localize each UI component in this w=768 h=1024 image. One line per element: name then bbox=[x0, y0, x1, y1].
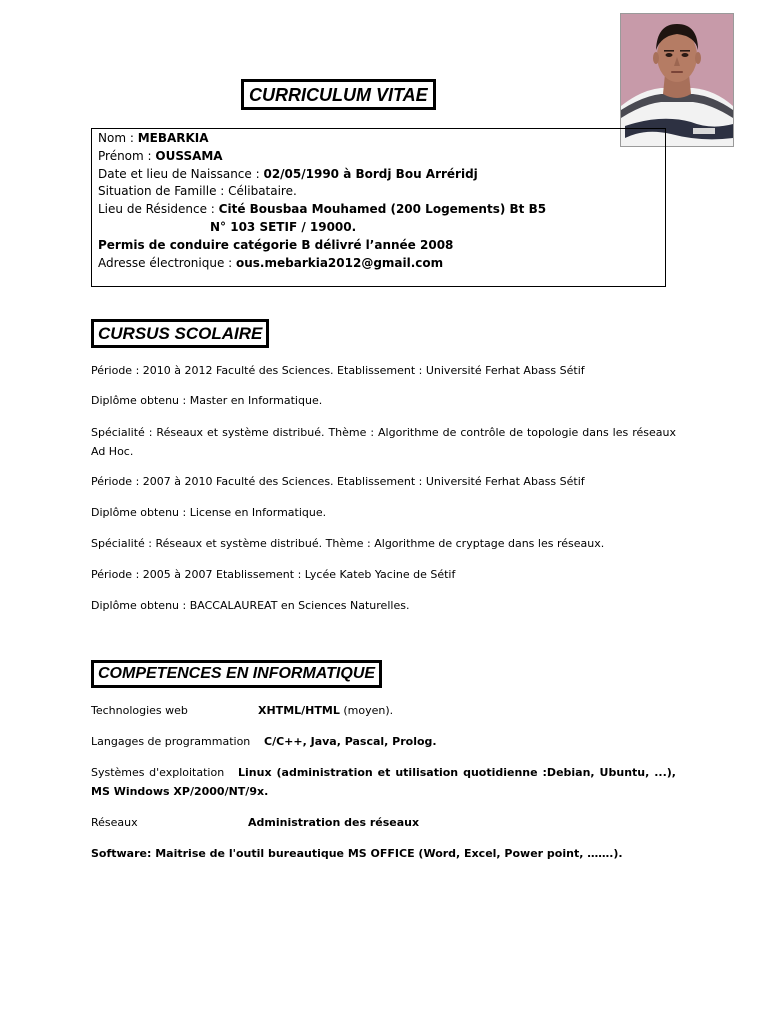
prenom-label: Prénom : bbox=[98, 148, 156, 163]
item-value: 2010 à 2012 Faculté des Sciences. Etablissement : Université Ferhat Abass Sétif bbox=[142, 364, 585, 377]
permis-line: Permis de conduire catégorie B délivré l’année 2008 bbox=[98, 237, 454, 252]
lang-label: Langages de programmation bbox=[91, 735, 251, 748]
family-line bbox=[98, 183, 665, 201]
nom-value: MEBARKIA bbox=[137, 131, 209, 145]
cursus-item bbox=[91, 503, 676, 522]
net-label: Réseaux bbox=[91, 816, 138, 829]
family-label: Situation de Famille : bbox=[98, 184, 229, 199]
item-value: Master en Informatique. bbox=[189, 394, 323, 407]
birth-label: Date et lieu de Naissance : bbox=[98, 166, 264, 181]
email-label: Adresse électronique : bbox=[98, 255, 236, 270]
lang-line bbox=[91, 732, 676, 751]
residence-line-2: N° 103 SETIF / 19000. bbox=[210, 219, 357, 234]
cursus-item bbox=[91, 391, 676, 410]
nom-label: Nom : bbox=[98, 131, 138, 145]
item-label: Diplôme obtenu : bbox=[91, 506, 190, 519]
os-value: Linux (administration et utilisation quotidienne :Debian, Ubuntu, ...), MS Windows XP/2000/NT/9x. bbox=[91, 766, 676, 798]
item-value: Réseaux et système distribué. Thème : Algorithme de contrôle de topologie dans les réseaux Ad Hoc. bbox=[91, 426, 676, 458]
cursus-item bbox=[91, 565, 676, 584]
residence-line bbox=[98, 201, 665, 219]
competences-heading: COMPETENCES EN INFORMATIQUE bbox=[91, 660, 382, 688]
item-value: 2005 à 2007 Etablissement : Lycée Kateb Yacine de Sétif bbox=[142, 568, 456, 581]
cursus-item bbox=[91, 596, 676, 615]
net-line bbox=[91, 813, 676, 832]
software-line: Software: Maitrise de l'outil bureautique MS OFFICE (Word, Excel, Power point, …….). bbox=[91, 847, 623, 860]
net-value: Administration des réseaux bbox=[248, 816, 420, 829]
cursus-heading: CURSUS SCOLAIRE bbox=[91, 319, 269, 348]
os-label: Systèmes d'exploitation bbox=[91, 766, 225, 779]
item-label: Période : bbox=[91, 475, 143, 488]
family-value: Célibataire. bbox=[228, 184, 297, 199]
birth-value: 02/05/1990 à Bordj Bou Arréridj bbox=[263, 166, 478, 181]
nom-line bbox=[98, 130, 665, 148]
item-label: Spécialité : bbox=[91, 426, 157, 439]
email-line bbox=[98, 255, 665, 273]
birth-line bbox=[98, 166, 665, 184]
item-value: License en Informatique. bbox=[189, 506, 327, 519]
item-label: Diplôme obtenu : bbox=[91, 599, 190, 612]
item-label: Diplôme obtenu : bbox=[91, 394, 190, 407]
portrait-photo bbox=[620, 13, 734, 147]
item-value: BACCALAUREAT en Sciences Naturelles. bbox=[189, 599, 410, 612]
prenom-line bbox=[98, 148, 665, 166]
cursus-item bbox=[91, 361, 676, 380]
item-label: Période : bbox=[91, 568, 143, 581]
web-label: Technologies web bbox=[91, 704, 188, 717]
email-value: ous.mebarkia2012@gmail.com bbox=[236, 255, 444, 270]
prenom-value: OUSSAMA bbox=[155, 148, 223, 163]
item-value: 2007 à 2010 Faculté des Sciences. Etablissement : Université Ferhat Abass Sétif bbox=[142, 475, 585, 488]
lang-value: C/C++, Java, Pascal, Prolog. bbox=[264, 735, 437, 748]
residence-label: Lieu de Résidence : bbox=[98, 202, 219, 217]
web-note: (moyen). bbox=[339, 704, 394, 717]
cursus-item bbox=[91, 534, 676, 553]
cursus-item bbox=[91, 472, 676, 491]
cv-title: CURRICULUM VITAE bbox=[241, 79, 436, 110]
web-line bbox=[91, 701, 676, 720]
web-value: XHTML/HTML bbox=[258, 704, 340, 717]
item-label: Spécialité : bbox=[91, 537, 156, 550]
os-line bbox=[91, 763, 676, 801]
identity-box bbox=[91, 128, 666, 287]
cursus-item bbox=[91, 423, 676, 461]
residence-value: Cité Bousbaa Mouhamed (200 Logements) Bt B5 bbox=[218, 202, 547, 217]
item-value: Réseaux et système distribué. Thème : Algorithme de cryptage dans les réseaux. bbox=[155, 537, 605, 550]
item-label: Période : bbox=[91, 364, 143, 377]
